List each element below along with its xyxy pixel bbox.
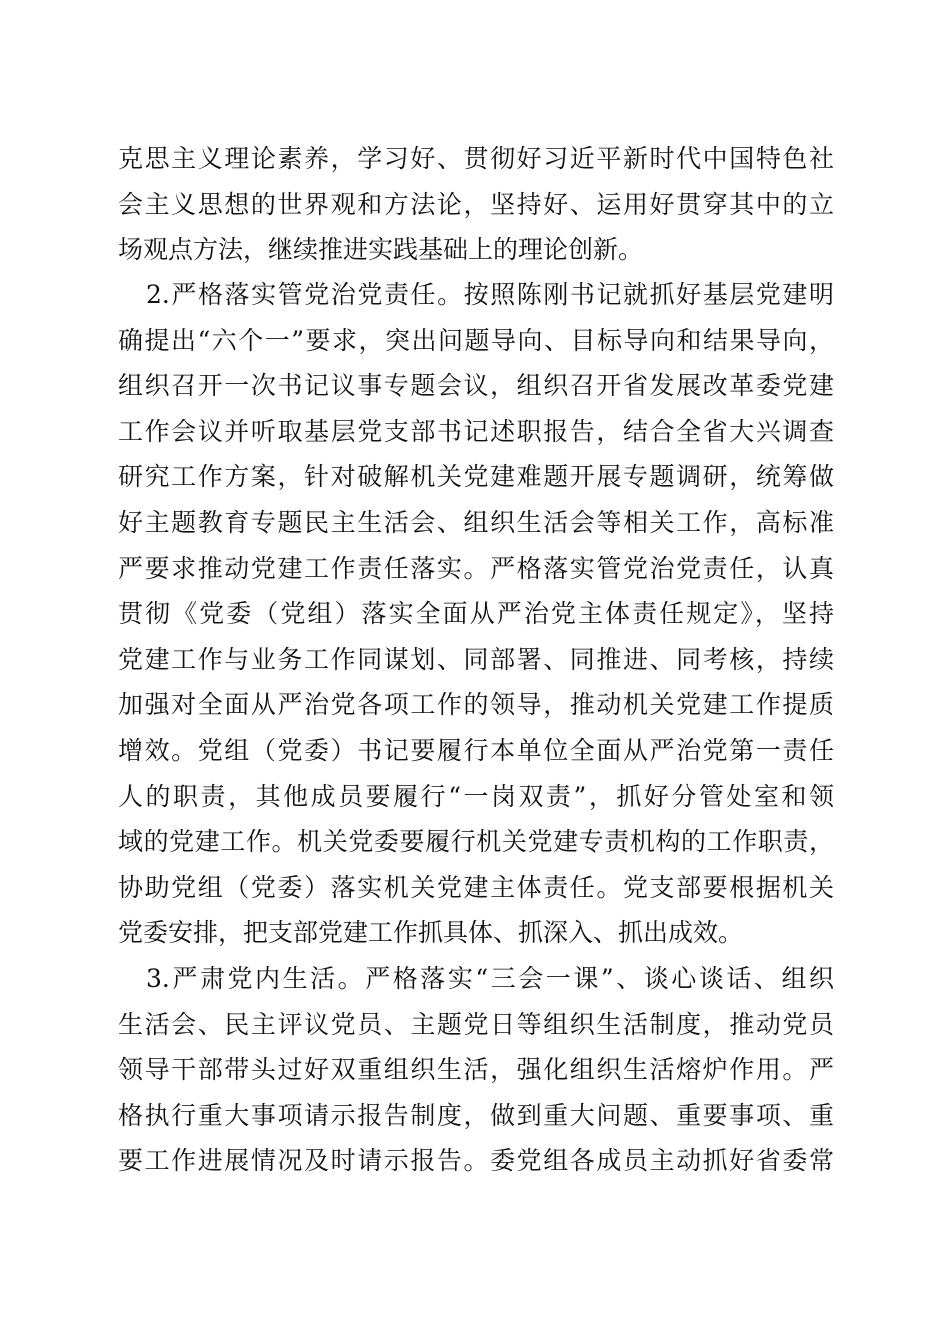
text-line: 党建工作与业务工作同谋划、同部署、同推进、同考核，持续	[118, 644, 834, 674]
text-line: 克思主义理论素养，学习好、贯彻好习近平新时代中国特色社	[118, 144, 834, 173]
text-line: 生活会、民主评议党员、主题党日等组织生活制度，推动党员	[118, 1009, 834, 1039]
text-line: 3.严肃党内生活。严格落实“三会一课”、谈心谈话、组织	[146, 964, 834, 993]
text-line: 研究工作方案，针对破解机关党建难题开展专题调研，统筹做	[118, 462, 834, 492]
text-line: 好主题教育专题民主生活会、组织生活会等相关工作，高标准	[118, 507, 834, 537]
text-line: 严要求推动党建工作责任落实。严格落实管党治党责任，认真	[118, 553, 834, 583]
text-line: 确提出“六个一”要求，突出问题导向、目标导向和结果导向，	[118, 325, 834, 355]
text-line: 2.严格落实管党治党责任。按照陈刚书记就抓好基层党建明	[146, 280, 834, 309]
text-line: 场观点方法，继续推进实践基础上的理论创新。	[118, 235, 644, 265]
text-line: 贯彻《党委（党组）落实全面从严治党主体责任规定》，坚持	[118, 599, 834, 629]
text-line: 党委安排，把支部党建工作抓具体、抓深入、抓出成效。	[118, 918, 744, 948]
paragraph-1	[118, 136, 834, 273]
text-line: 协助党组（党委）落实机关党建主体责任。党支部要根据机关	[118, 872, 834, 902]
text-line: 人的职责，其他成员要履行“一岗双责”，抓好分管处室和领	[118, 781, 834, 811]
text-line: 格执行重大事项请示报告制度，做到重大问题、重要事项、重	[118, 1100, 834, 1130]
text-line: 要工作进展情况及时请示报告。委党组各成员主动抓好省委常	[118, 1146, 834, 1176]
text-line: 领导干部带头过好双重组织生活，强化组织生活熔炉作用。严	[118, 1055, 834, 1085]
text-line: 会主义思想的世界观和方法论，坚持好、运用好贯穿其中的立	[118, 189, 834, 219]
text-line: 域的党建工作。机关党委要履行机关党建专责机构的工作职责，	[118, 827, 834, 857]
text-line: 增效。党组（党委）书记要履行本单位全面从严治党第一责任	[118, 735, 834, 765]
paragraph-2	[118, 272, 834, 956]
text-line: 加强对全面从严治党各项工作的领导，推动机关党建工作提质	[118, 690, 834, 720]
text-line: 组织召开一次书记议事专题会议，组织召开省发展改革委党建	[118, 371, 834, 401]
paragraph-3	[118, 956, 834, 1184]
text-line: 工作会议并听取基层党支部书记述职报告，结合全省大兴调查	[118, 416, 834, 446]
